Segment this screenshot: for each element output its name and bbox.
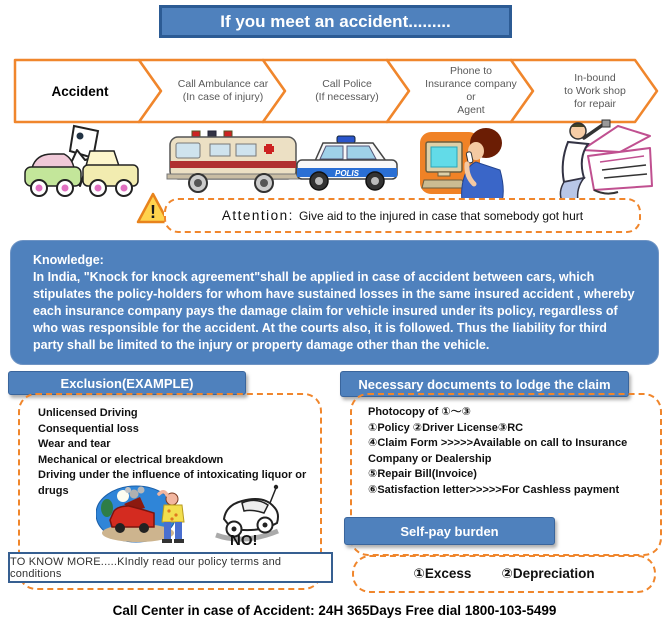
flow-step-label: In-bound — [574, 71, 616, 84]
flow-step-label: Agent — [457, 104, 485, 116]
flow-step-label: Insurance company — [425, 78, 517, 90]
documents-line: ⑥Satisfaction letter>>>>>For Cashless payment — [368, 483, 620, 496]
know-more-box — [8, 552, 333, 583]
flow-step-label: (If necessary) — [315, 91, 379, 103]
mechanic-clipart — [548, 118, 653, 203]
flow-step-label: or — [466, 91, 476, 103]
police-car-text: POLIS — [334, 169, 360, 178]
attention-label: Attention: — [221, 208, 294, 223]
flow-step-insurance — [409, 62, 533, 120]
knowledge-body: In India, "Knock for knock agreement"shall be applied in case of accident between cars, which stipulates the policy-holders for whom have sustained losses in the same insured accident , whereby each insurance company pays the damage claim for vehicle insured under its policy, regardless of who was responsible for the accident. At the courts also, it is followed. Thus the liability for third party shall be limited to the injury or property damage other than the vehicle. — [33, 270, 635, 352]
documents-header-text: Necessary documents to lodge the claim — [358, 376, 611, 392]
page-title-text: If you meet an accident......... — [220, 11, 451, 31]
flow-step-label: Accident — [51, 83, 109, 99]
documents-line: Photocopy of ①～③ — [368, 406, 471, 418]
self-pay-item: ②Depreciation — [501, 566, 595, 581]
car-breakdown-clipart — [96, 484, 194, 546]
flow-step-label: (In case of injury) — [182, 91, 264, 103]
ambulance-clipart — [162, 124, 307, 197]
self-pay-header — [344, 517, 555, 545]
flow-step-label: Call Police — [322, 78, 372, 90]
exclusion-item: Driving under the influence of intoxicating liquor or drugs — [38, 469, 307, 497]
flow-step-workshop — [533, 62, 657, 120]
exclusion-header-text: Exclusion(EXAMPLE) — [60, 375, 194, 391]
exclusion-header — [8, 371, 246, 395]
self-pay-items — [352, 557, 656, 591]
footer-call-center — [0, 603, 669, 618]
documents-line: ④Claim Form >>>>>Available on call to Insurance Company or Dealership — [368, 437, 628, 465]
self-pay-item: ①Excess — [413, 566, 472, 581]
exclusion-item: Wear and tear — [38, 438, 111, 450]
no-car-clipart — [212, 483, 284, 547]
exclusion-item: Mechanical or electrical breakdown — [38, 453, 224, 466]
attention-text: Give aid to the injured in case that somebody got hurt — [298, 208, 584, 223]
exclusion-item: Consequential loss — [38, 422, 139, 435]
documents-line: ⑤Repair Bill(Invoice) — [368, 468, 477, 480]
knowledge-heading: Knowledge: — [33, 253, 104, 267]
flow-step-ambulance — [161, 62, 285, 120]
police-car-clipart — [293, 129, 401, 196]
documents-line: ①Policy ②Driver License③RC — [368, 421, 524, 434]
footer-text: Call Center in case of Accident: 24H 365Days Free dial 1800-103-5499 — [112, 603, 557, 618]
flow-step-label: to Work shop — [564, 84, 626, 97]
attention-box — [164, 198, 641, 233]
car-crash-clipart — [22, 124, 142, 202]
phone-call-clipart — [418, 122, 513, 202]
no-label: NO! — [230, 532, 258, 547]
flow-step-label: for repair — [573, 97, 616, 110]
exclusion-item: Unlicensed Driving — [38, 407, 138, 419]
documents-list — [368, 405, 652, 498]
flow-step-label: Call Ambulance car — [177, 78, 269, 90]
flow-step-accident — [15, 62, 145, 120]
flow-step-police — [285, 62, 409, 120]
warning-mark: ! — [150, 202, 156, 222]
self-pay-header-text: Self-pay burden — [400, 523, 499, 539]
flow-step-label: Phone to — [449, 65, 493, 77]
know-more-text: TO KNOW MORE.....KIndly read our policy terms and conditions — [10, 555, 282, 580]
knowledge-box — [10, 240, 659, 365]
